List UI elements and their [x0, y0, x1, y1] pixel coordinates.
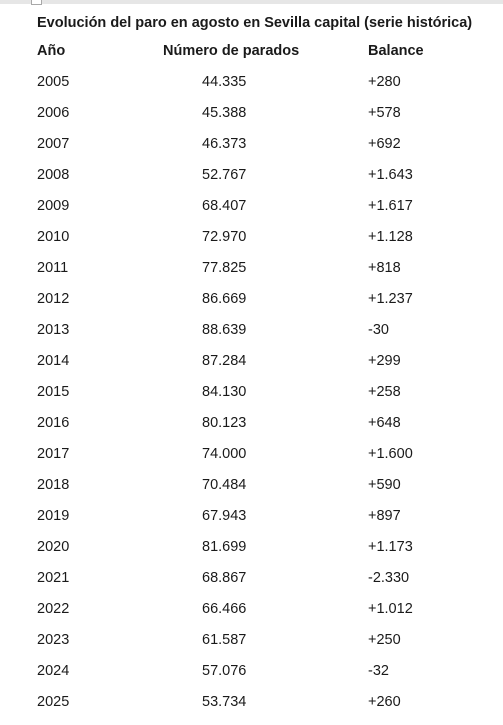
- cell-balance: +1.128: [368, 229, 413, 245]
- header-balance: Balance: [368, 43, 424, 59]
- document-body: [37, 12, 487, 725]
- cell-year: 2014: [37, 353, 70, 369]
- table-row: [37, 291, 487, 322]
- cell-balance: +648: [368, 415, 401, 431]
- cell-year: 2011: [37, 260, 69, 276]
- cell-parados: 44.335: [202, 74, 247, 90]
- table-body: [37, 74, 487, 725]
- cell-balance: +590: [368, 477, 401, 493]
- table-row: [37, 384, 487, 415]
- table-row: [37, 167, 487, 198]
- cell-year: 2007: [37, 136, 70, 152]
- cell-parados: 77.825: [202, 260, 247, 276]
- table-move-handle[interactable]: [31, 0, 42, 5]
- cell-balance: +1.643: [368, 167, 413, 183]
- cell-balance: +692: [368, 136, 401, 152]
- cell-year: 2005: [37, 74, 70, 90]
- cell-year: 2016: [37, 415, 70, 431]
- cell-year: 2009: [37, 198, 70, 214]
- table-row: [37, 415, 487, 446]
- table-row: [37, 198, 487, 229]
- cell-parados: 61.587: [202, 632, 247, 648]
- table-row: [37, 105, 487, 136]
- cell-parados: 52.767: [202, 167, 247, 183]
- cell-year: 2024: [37, 663, 70, 679]
- cell-year: 2006: [37, 105, 70, 121]
- cell-balance: +1.600: [368, 446, 413, 462]
- cell-balance: +1.012: [368, 601, 413, 617]
- header-year: Año: [37, 43, 66, 59]
- cell-balance: +280: [368, 74, 401, 90]
- cell-parados: 88.639: [202, 322, 247, 338]
- cell-parados: 53.734: [202, 694, 247, 710]
- cell-parados: 66.466: [202, 601, 247, 617]
- table-row: [37, 229, 487, 260]
- cell-year: 2010: [37, 229, 70, 245]
- cell-year: 2025: [37, 694, 70, 710]
- top-border-strip: [0, 0, 503, 4]
- cell-parados: 72.970: [202, 229, 247, 245]
- unemployment-table: [37, 43, 487, 725]
- table-row: [37, 260, 487, 291]
- cell-balance: +1.173: [368, 539, 413, 555]
- cell-balance: +818: [368, 260, 401, 276]
- cell-balance: +897: [368, 508, 401, 524]
- cell-year: 2013: [37, 322, 70, 338]
- table-row: [37, 663, 487, 694]
- table-row: [37, 632, 487, 663]
- cell-balance: -2.330: [368, 570, 410, 586]
- cell-year: 2019: [37, 508, 70, 524]
- cell-year: 2015: [37, 384, 70, 400]
- cell-balance: +250: [368, 632, 401, 648]
- cell-year: 2012: [37, 291, 70, 307]
- cell-balance: +258: [368, 384, 401, 400]
- cell-parados: 87.284: [202, 353, 247, 369]
- table-header-row: [37, 43, 487, 74]
- table-row: [37, 353, 487, 384]
- table-row: [37, 446, 487, 477]
- cell-parados: 86.669: [202, 291, 247, 307]
- cell-parados: 68.407: [202, 198, 247, 214]
- table-row: [37, 322, 487, 353]
- cell-year: 2020: [37, 539, 70, 555]
- cell-balance: -30: [368, 322, 389, 338]
- cell-year: 2008: [37, 167, 70, 183]
- cell-year: 2017: [37, 446, 70, 462]
- cell-balance: +578: [368, 105, 401, 121]
- cell-balance: +260: [368, 694, 401, 710]
- cell-balance: +1.237: [368, 291, 413, 307]
- cell-year: 2022: [37, 601, 70, 617]
- cell-parados: 45.388: [202, 105, 247, 121]
- table-row: [37, 508, 487, 539]
- cell-parados: 68.867: [202, 570, 247, 586]
- cell-parados: 57.076: [202, 663, 247, 679]
- cell-parados: 74.000: [202, 446, 247, 462]
- cell-year: 2023: [37, 632, 70, 648]
- table-row: [37, 601, 487, 632]
- cell-parados: 80.123: [202, 415, 247, 431]
- table-title: Evolución del paro en agosto en Sevilla capital (serie histórica): [37, 15, 473, 31]
- table-row: [37, 694, 487, 725]
- cell-parados: 46.373: [202, 136, 247, 152]
- cell-year: 2021: [37, 570, 70, 586]
- table-row: [37, 136, 487, 167]
- cell-year: 2018: [37, 477, 70, 493]
- cell-parados: 81.699: [202, 539, 247, 555]
- cell-parados: 67.943: [202, 508, 247, 524]
- table-row: [37, 74, 487, 105]
- cell-balance: +1.617: [368, 198, 413, 214]
- cell-balance: +299: [368, 353, 401, 369]
- cell-balance: -32: [368, 663, 389, 679]
- header-parados: Número de parados: [163, 43, 300, 59]
- table-row: [37, 570, 487, 601]
- table-row: [37, 539, 487, 570]
- table-row: [37, 477, 487, 508]
- cell-parados: 70.484: [202, 477, 247, 493]
- cell-parados: 84.130: [202, 384, 247, 400]
